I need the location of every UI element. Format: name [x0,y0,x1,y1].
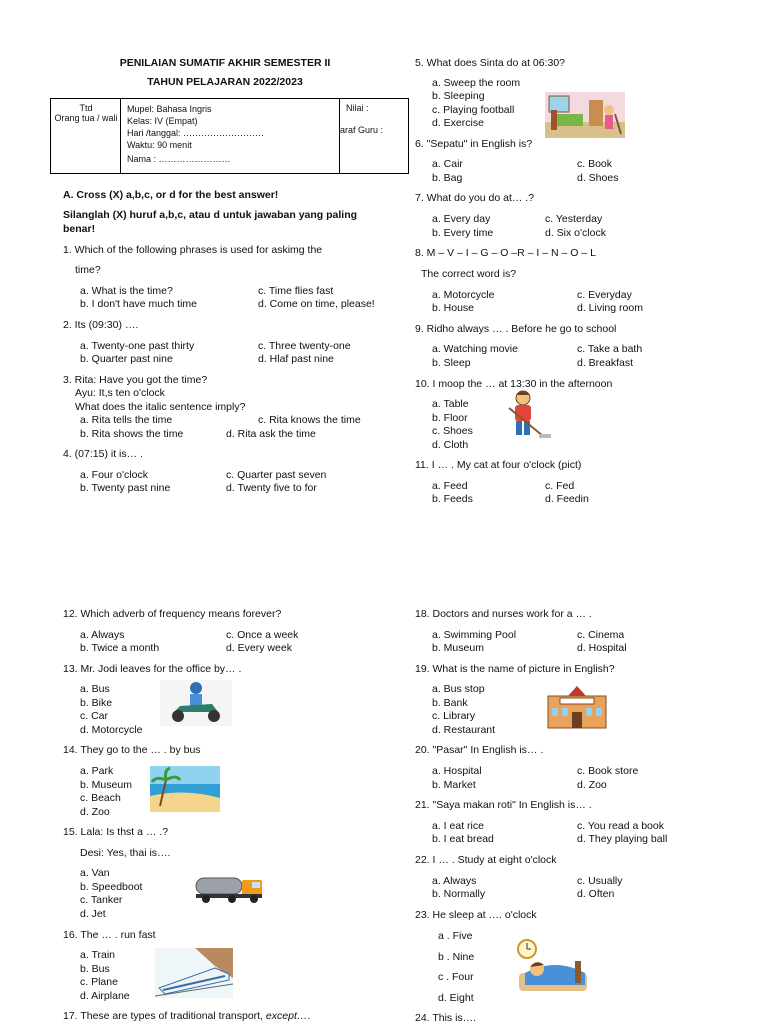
q15-option-b[interactable]: b. Speedboot [80,881,143,893]
q20-option-b[interactable]: b. Market [432,779,476,791]
q7-option-d[interactable]: d. Six o'clock [545,227,606,239]
q10-option-a[interactable]: a. Table [432,398,469,410]
q19-option-b[interactable]: b. Bank [432,697,468,709]
q17-end: . [307,1010,311,1022]
subject-field: Mupel: Bahasa Ingris [127,104,212,114]
q14-option-a[interactable]: a. Park [80,765,114,777]
instruction-en: A. Cross (X) a,b,c, or d for the best answer! [63,189,279,201]
q4-option-c[interactable]: c. Quarter past seven [226,469,327,481]
instruction-id-1: Silanglah (X) huruf a,b,c, atau d untuk jawaban yang paling [63,209,358,221]
name-field: Nama : …………………… [127,154,231,164]
q12-option-d[interactable]: d. Every week [226,642,292,654]
sleeping-boy-clock-picture [515,937,591,997]
question-20: 20. "Pasar" In English is… . [415,744,544,756]
q11-option-b[interactable]: b. Feeds [432,493,473,505]
q4-option-b[interactable]: b. Twenty past nine [80,482,171,494]
q16-option-d[interactable]: d. Airplane [80,990,130,1002]
q8-option-c[interactable]: c. Everyday [577,289,632,301]
question-1: 1. Which of the following phrases is used for askimg the [63,244,323,256]
q6-option-c[interactable]: c. Book [577,158,613,170]
bedroom-picture [545,92,625,138]
library-building-picture [546,686,608,730]
q19-option-d[interactable]: d. Restaurant [432,724,496,736]
q22-option-a[interactable]: a. Always [432,875,477,887]
q16-option-b[interactable]: b. Bus [80,963,110,975]
q12-option-b[interactable]: b. Twice a month [80,642,160,654]
q12-option-a[interactable]: a. Always [80,629,125,641]
q10-option-d[interactable]: d. Cloth [432,439,469,451]
question-24: 24. This is…. [415,1012,477,1024]
question-1-cont: time? [75,264,101,276]
q11-option-a[interactable]: a. Feed [432,480,468,492]
q2-option-a[interactable]: a. Twenty-one past thirty [80,340,195,352]
q21-option-c[interactable]: c. You read a book [577,820,664,832]
q11-option-c[interactable]: c. Fed [545,480,575,492]
header-table [50,98,409,174]
q17-text: 17. These are types of traditional transport, [63,1010,266,1022]
parent-label: Orang tua / wali [54,113,118,123]
q22-option-d[interactable]: d. Often [577,888,615,900]
q8-option-d[interactable]: d. Living room [577,302,643,314]
question-15: 15. Lala: Is thst a … .? [63,826,169,838]
q14-option-c[interactable]: c. Beach [80,792,121,804]
q15-option-d[interactable]: d. Jet [80,908,106,920]
tanker-truck-picture [192,872,268,904]
q5-option-d[interactable]: d. Exercise [432,117,484,129]
question-7: 7. What do you do at… .? [415,192,535,204]
train-picture [155,948,233,998]
q23-option-d[interactable]: d. Eight [438,992,474,1004]
q13-option-b[interactable]: b. Bike [80,697,113,709]
q23-option-b[interactable]: b . Nine [438,951,475,963]
q21-option-a[interactable]: a. I eat rice [432,820,484,832]
q4-option-a[interactable]: a. Four o'clock [80,469,148,481]
q16-option-c[interactable]: c. Plane [80,976,118,988]
question-12: 12. Which adverb of frequency means forever? [63,608,282,620]
question-19: 19. What is the name of picture in English? [415,663,615,675]
q18-option-b[interactable]: b. Museum [432,642,484,654]
q15-option-c[interactable]: c. Tanker [80,894,123,906]
question-5: 5. What does Sinta do at 06:30? [415,57,566,69]
q2-option-b[interactable]: b. Quarter past nine [80,353,173,365]
class-field: Kelas: IV (Empat) [127,116,198,126]
q1-option-a[interactable]: a. What is the time? [80,285,173,297]
q7-option-a[interactable]: a. Every day [432,213,491,225]
q6-option-d[interactable]: d. Shoes [577,172,619,184]
question-6: 6. "Sepatu" in English is? [415,138,533,150]
question-11: 11. I … . My cat at four o'clock (pict) [415,459,582,471]
q23-option-a[interactable]: a . Five [438,930,473,942]
q19-option-a[interactable]: a. Bus stop [432,683,485,695]
q14-option-b[interactable]: b. Museum [80,779,132,791]
question-9: 9. Ridho always … . Before he go to school [415,323,617,335]
q22-option-b[interactable]: b. Normally [432,888,486,900]
q18-option-d[interactable]: d. Hospital [577,642,627,654]
q5-option-b[interactable]: b. Sleeping [432,90,485,102]
q6-option-b[interactable]: b. Bag [432,172,463,184]
q13-option-c[interactable]: c. Car [80,710,109,722]
q9-option-a[interactable]: a. Watching movie [432,343,518,355]
q11-option-d[interactable]: d. Feedin [545,493,589,505]
q10-option-b[interactable]: b. Floor [432,412,468,424]
score-cell [339,99,409,173]
teacher-sign-label: araf Guru : [340,125,384,135]
motorcycle-picture [160,680,232,726]
q1-option-b[interactable]: b. I don't have much time [80,298,197,310]
question-2: 2. Its (09:30) …. [63,319,139,331]
question-21: 21. "Saya makan roti" In English is… . [415,799,592,811]
q14-option-d[interactable]: d. Zoo [80,806,110,818]
question-3: 3. Rita: Have you got the time? [63,374,208,386]
exam-year: TAHUN PELAJARAN 2022/2023 [147,76,303,88]
ttd-label: Ttd [79,103,93,113]
boy-mopping-picture [495,388,555,440]
q12-option-c[interactable]: c. Once a week [226,629,299,641]
question-13: 13. Mr. Jodi leaves for the office by… . [63,663,242,675]
instruction-id-2: benar! [63,223,96,235]
q2-option-c[interactable]: c. Three twenty-one [258,340,351,352]
question-8: 8. M – V – I – G – O –R – I – N – O – L [415,247,596,259]
q1-option-d[interactable]: d. Come on time, please! [258,298,375,310]
q21-option-b[interactable]: b. I eat bread [432,833,494,845]
q8-option-b[interactable]: b. House [432,302,475,314]
question-4: 4. (07:15) it is… . [63,448,143,460]
question-15-dialog: Desi: Yes, thai is…. [80,847,171,859]
question-22: 22. I … . Study at eight o'clock [415,854,557,866]
q5-option-c[interactable]: c. Playing football [432,104,515,116]
q20-option-a[interactable]: a. Hospital [432,765,482,777]
question-3-dialog: Ayu: It,s ten o'clock [75,387,165,399]
q10-option-c[interactable]: c. Shoes [432,425,473,437]
date-field: Hari /tanggal: ……………………… [127,128,265,138]
q5-option-a[interactable]: a. Sweep the room [432,77,521,89]
q13-option-d[interactable]: d. Motorcycle [80,724,143,736]
q8-option-a[interactable]: a. Motorcycle [432,289,495,301]
question-17 [63,1010,310,1022]
q2-option-d[interactable]: d. Hlaf past nine [258,353,334,365]
q9-option-d[interactable]: d. Breakfast [577,357,634,369]
q18-option-a[interactable]: a. Swimming Pool [432,629,517,641]
q7-option-c[interactable]: c. Yesterday [545,213,603,225]
q3-option-c[interactable]: c. Rita knows the time [258,414,361,426]
q13-option-a[interactable]: a. Bus [80,683,110,695]
q3-option-b[interactable]: b. Rita shows the time [80,428,184,440]
question-16: 16. The … . run fast [63,929,156,941]
time-field: Waktu: 90 menit [127,140,192,150]
question-14: 14. They go to the … . by bus [63,744,201,756]
q15-option-a[interactable]: a. Van [80,867,110,879]
q7-option-b[interactable]: b. Every time [432,227,494,239]
exam-title: PENILAIAN SUMATIF AKHIR SEMESTER II [119,57,331,69]
q9-option-c[interactable]: c. Take a bath [577,343,643,355]
q3-option-a[interactable]: a. Rita tells the time [80,414,173,426]
q6-option-a[interactable]: a. Cair [432,158,463,170]
question-18: 18. Doctors and nurses work for a … . [415,608,592,620]
q20-option-d[interactable]: d. Zoo [577,779,607,791]
q16-option-a[interactable]: a. Train [80,949,116,961]
q18-option-c[interactable]: c. Cinema [577,629,625,641]
q3-option-d[interactable]: d. Rita ask the time [226,428,316,440]
q23-option-c[interactable]: c . Four [438,971,474,983]
signature-cell [51,99,121,173]
q21-option-d[interactable]: d. They playing ball [577,833,668,845]
q20-option-c[interactable]: c. Book store [577,765,639,777]
beach-picture [150,766,220,812]
question-3-ask: What does the italic sentence imply? [75,401,246,413]
score-label: Nilai : [346,103,369,113]
q1-option-c[interactable]: c. Time flies fast [258,285,334,297]
question-8-ask: The correct word is? [421,268,517,280]
question-10: 10. I moop the … at 13:30 in the afternoon [415,378,613,390]
q19-option-c[interactable]: c. Library [432,710,476,722]
question-23: 23. He sleep at …. o'clock [415,909,537,921]
q22-option-c[interactable]: c. Usually [577,875,623,887]
q17-except: except… [265,1010,308,1022]
q9-option-b[interactable]: b. Sleep [432,357,471,369]
q4-option-d[interactable]: d. Twenty five to for [226,482,317,494]
